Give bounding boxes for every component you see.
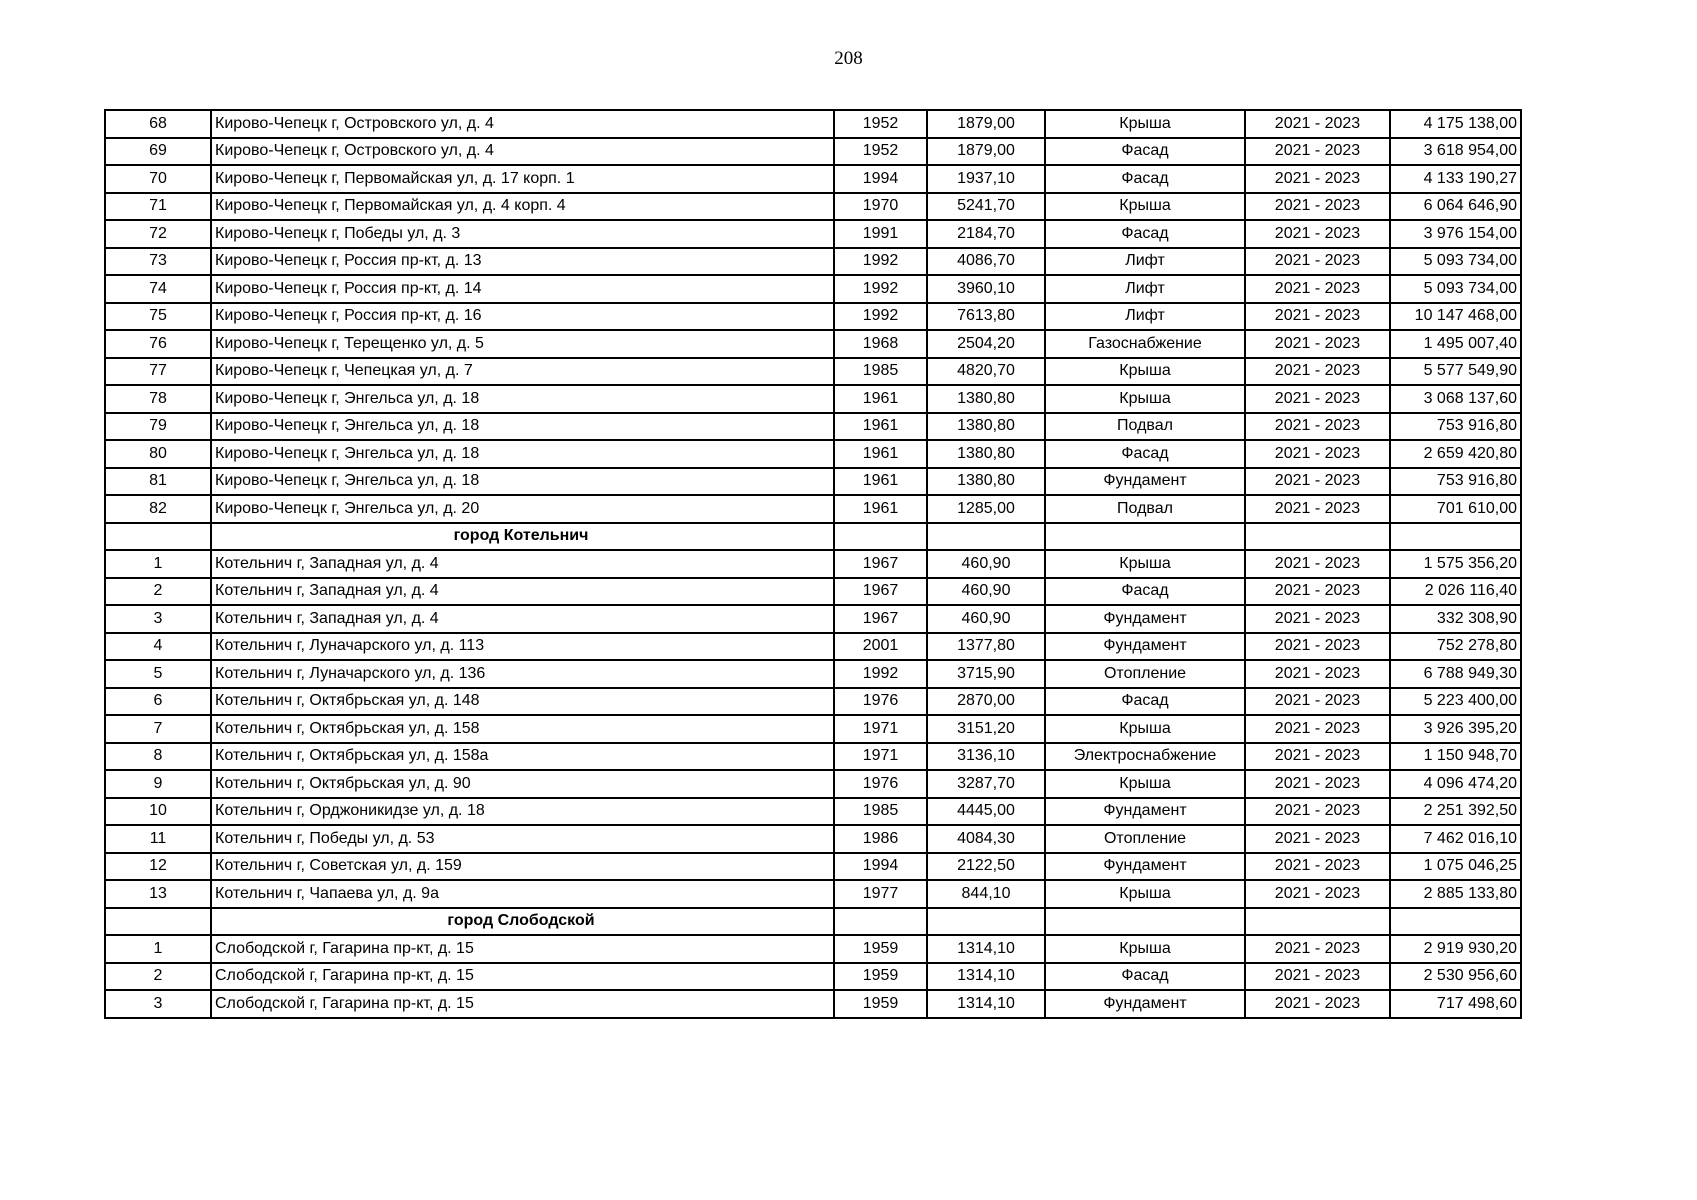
area-cell: 4086,70 [927,248,1045,276]
year-cell: 1971 [834,715,927,743]
year-cell: 1977 [834,880,927,908]
year-cell: 1952 [834,110,927,138]
cost-cell: 753 916,80 [1390,413,1521,441]
row-number: 12 [105,853,211,881]
address-cell: Кирово-Чепецк г, Россия пр-кт, д. 14 [211,275,834,303]
cost-cell: 5 223 400,00 [1390,688,1521,716]
year-cell: 1994 [834,853,927,881]
period-cell: 2021 - 2023 [1245,660,1390,688]
area-cell: 4084,30 [927,825,1045,853]
year-cell: 1992 [834,248,927,276]
table-row [105,110,1521,138]
cost-cell: 2 251 392,50 [1390,798,1521,826]
page-number: 208 [834,48,863,69]
year-cell: 1967 [834,605,927,633]
table-row [105,495,1521,523]
area-cell: 1314,10 [927,963,1045,991]
year-cell: 1961 [834,385,927,413]
row-number: 6 [105,688,211,716]
row-number: 7 [105,715,211,743]
address-cell: Кирово-Чепецк г, Россия пр-кт, д. 16 [211,303,834,331]
year-cell: 1976 [834,688,927,716]
period-cell: 2021 - 2023 [1245,413,1390,441]
period-cell: 2021 - 2023 [1245,990,1390,1018]
row-number: 71 [105,193,211,221]
cost-cell: 332 308,90 [1390,605,1521,633]
cost-cell: 1 495 007,40 [1390,330,1521,358]
area-cell: 1380,80 [927,468,1045,496]
address-cell: Кирово-Чепецк г, Россия пр-кт, д. 13 [211,248,834,276]
address-cell: Слободской г, Гагарина пр-кт, д. 15 [211,963,834,991]
work-type-cell: Фундамент [1045,605,1245,633]
period-cell: 2021 - 2023 [1245,275,1390,303]
empty-cell [834,908,927,936]
year-cell: 1959 [834,935,927,963]
row-number: 68 [105,110,211,138]
work-type-cell: Лифт [1045,303,1245,331]
address-cell: Кирово-Чепецк г, Терещенко ул, д. 5 [211,330,834,358]
year-cell: 1959 [834,990,927,1018]
year-cell: 1967 [834,578,927,606]
period-cell: 2021 - 2023 [1245,853,1390,881]
work-type-cell: Крыша [1045,935,1245,963]
area-cell: 7613,80 [927,303,1045,331]
work-type-cell: Фасад [1045,138,1245,166]
empty-cell [1390,908,1521,936]
area-cell: 1314,10 [927,935,1045,963]
year-cell: 1970 [834,193,927,221]
empty-cell [1045,523,1245,551]
table-row [105,550,1521,578]
work-type-cell: Фасад [1045,688,1245,716]
area-cell: 844,10 [927,880,1045,908]
cost-cell: 753 916,80 [1390,468,1521,496]
table-row [105,605,1521,633]
cost-cell: 2 530 956,60 [1390,963,1521,991]
work-type-cell: Отопление [1045,660,1245,688]
address-cell: Котельнич г, Луначарского ул, д. 136 [211,660,834,688]
table-row [105,880,1521,908]
row-number: 70 [105,165,211,193]
area-cell: 460,90 [927,605,1045,633]
address-cell: Котельнич г, Октябрьская ул, д. 90 [211,770,834,798]
area-cell: 3715,90 [927,660,1045,688]
address-cell: Кирово-Чепецк г, Первомайская ул, д. 17 корп. 1 [211,165,834,193]
period-cell: 2021 - 2023 [1245,578,1390,606]
empty-cell [1245,908,1390,936]
period-cell: 2021 - 2023 [1245,330,1390,358]
cost-cell: 3 976 154,00 [1390,220,1521,248]
cost-cell: 2 026 116,40 [1390,578,1521,606]
address-cell: Слободской г, Гагарина пр-кт, д. 15 [211,990,834,1018]
area-cell: 460,90 [927,550,1045,578]
area-cell: 1937,10 [927,165,1045,193]
area-cell: 3136,10 [927,743,1045,771]
address-cell: Кирово-Чепецк г, Островского ул, д. 4 [211,110,834,138]
table-row [105,220,1521,248]
address-cell: Котельнич г, Луначарского ул, д. 113 [211,633,834,661]
period-cell: 2021 - 2023 [1245,165,1390,193]
work-type-cell: Газоснабжение [1045,330,1245,358]
work-type-cell: Крыша [1045,880,1245,908]
empty-cell [1245,523,1390,551]
row-number: 3 [105,990,211,1018]
cost-cell: 1 075 046,25 [1390,853,1521,881]
cost-cell: 2 659 420,80 [1390,440,1521,468]
period-cell: 2021 - 2023 [1245,715,1390,743]
work-type-cell: Фасад [1045,578,1245,606]
period-cell: 2021 - 2023 [1245,468,1390,496]
cost-cell: 6 064 646,90 [1390,193,1521,221]
year-cell: 1992 [834,275,927,303]
row-number: 2 [105,963,211,991]
period-cell: 2021 - 2023 [1245,935,1390,963]
area-cell: 3960,10 [927,275,1045,303]
area-cell: 3151,20 [927,715,1045,743]
year-cell: 1992 [834,660,927,688]
address-cell: Слободской г, Гагарина пр-кт, д. 15 [211,935,834,963]
period-cell: 2021 - 2023 [1245,193,1390,221]
row-number: 4 [105,633,211,661]
cost-cell: 701 610,00 [1390,495,1521,523]
table-row [105,468,1521,496]
row-number: 73 [105,248,211,276]
work-type-cell: Фундамент [1045,990,1245,1018]
cost-cell: 3 068 137,60 [1390,385,1521,413]
year-cell: 1976 [834,770,927,798]
year-cell: 1968 [834,330,927,358]
empty-cell [1390,523,1521,551]
period-cell: 2021 - 2023 [1245,110,1390,138]
area-cell: 1879,00 [927,138,1045,166]
address-cell: Котельнич г, Чапаева ул, д. 9а [211,880,834,908]
address-cell: Кирово-Чепецк г, Победы ул, д. 3 [211,220,834,248]
address-cell: Котельнич г, Победы ул, д. 53 [211,825,834,853]
period-cell: 2021 - 2023 [1245,880,1390,908]
row-number: 11 [105,825,211,853]
work-type-cell: Крыша [1045,193,1245,221]
area-cell: 1380,80 [927,385,1045,413]
area-cell: 1380,80 [927,413,1045,441]
period-cell: 2021 - 2023 [1245,825,1390,853]
row-number: 79 [105,413,211,441]
cost-cell: 6 788 949,30 [1390,660,1521,688]
table-row [105,688,1521,716]
cost-cell: 4 133 190,27 [1390,165,1521,193]
table-row [105,798,1521,826]
work-type-cell: Подвал [1045,413,1245,441]
address-cell: Котельнич г, Советская ул, д. 159 [211,853,834,881]
cost-cell: 5 093 734,00 [1390,275,1521,303]
work-type-cell: Крыша [1045,770,1245,798]
year-cell: 1985 [834,798,927,826]
row-number: 8 [105,743,211,771]
address-cell: Котельнич г, Октябрьская ул, д. 148 [211,688,834,716]
work-type-cell: Отопление [1045,825,1245,853]
area-cell: 3287,70 [927,770,1045,798]
area-cell: 1285,00 [927,495,1045,523]
address-cell: Кирово-Чепецк г, Островского ул, д. 4 [211,138,834,166]
work-type-cell: Фундамент [1045,633,1245,661]
row-number: 10 [105,798,211,826]
year-cell: 1985 [834,358,927,386]
address-cell: Котельнич г, Западная ул, д. 4 [211,605,834,633]
row-number: 81 [105,468,211,496]
table-row [105,440,1521,468]
row-number: 77 [105,358,211,386]
cost-cell: 717 498,60 [1390,990,1521,1018]
cost-cell: 3 926 395,20 [1390,715,1521,743]
area-cell: 4820,70 [927,358,1045,386]
year-cell: 1994 [834,165,927,193]
period-cell: 2021 - 2023 [1245,303,1390,331]
row-number: 2 [105,578,211,606]
work-type-cell: Фундамент [1045,798,1245,826]
cost-cell: 10 147 468,00 [1390,303,1521,331]
address-cell: Котельнич г, Октябрьская ул, д. 158а [211,743,834,771]
section-title: город Слободской [211,908,834,936]
table-row [105,413,1521,441]
table-body [105,110,1521,1018]
period-cell: 2021 - 2023 [1245,220,1390,248]
empty-cell [927,908,1045,936]
row-number: 9 [105,770,211,798]
address-cell: Кирово-Чепецк г, Энгельса ул, д. 20 [211,495,834,523]
table-row [105,138,1521,166]
address-cell: Кирово-Чепецк г, Чепецкая ул, д. 7 [211,358,834,386]
section-header-row [105,523,1521,551]
address-cell: Котельнич г, Орджоникидзе ул, д. 18 [211,798,834,826]
period-cell: 2021 - 2023 [1245,605,1390,633]
period-cell: 2021 - 2023 [1245,743,1390,771]
area-cell: 460,90 [927,578,1045,606]
cost-cell: 2 919 930,20 [1390,935,1521,963]
row-number: 72 [105,220,211,248]
year-cell: 1961 [834,468,927,496]
row-number: 3 [105,605,211,633]
period-cell: 2021 - 2023 [1245,550,1390,578]
year-cell: 1986 [834,825,927,853]
area-cell: 1879,00 [927,110,1045,138]
cost-cell: 7 462 016,10 [1390,825,1521,853]
row-number: 78 [105,385,211,413]
work-type-cell: Фундамент [1045,468,1245,496]
table-row [105,963,1521,991]
empty-cell [105,523,211,551]
row-number: 74 [105,275,211,303]
table-row [105,853,1521,881]
address-cell: Котельнич г, Западная ул, д. 4 [211,578,834,606]
table-row [105,770,1521,798]
work-type-cell: Крыша [1045,358,1245,386]
work-type-cell: Крыша [1045,715,1245,743]
table-row [105,935,1521,963]
work-type-cell: Фасад [1045,165,1245,193]
row-number: 13 [105,880,211,908]
area-cell: 2504,20 [927,330,1045,358]
address-cell: Кирово-Чепецк г, Первомайская ул, д. 4 корп. 4 [211,193,834,221]
cost-cell: 4 096 474,20 [1390,770,1521,798]
table-row [105,248,1521,276]
work-type-cell: Крыша [1045,550,1245,578]
section-title: город Котельнич [211,523,834,551]
row-number: 5 [105,660,211,688]
work-type-cell: Лифт [1045,248,1245,276]
year-cell: 1971 [834,743,927,771]
table-row [105,825,1521,853]
period-cell: 2021 - 2023 [1245,358,1390,386]
table-row [105,385,1521,413]
work-type-cell: Крыша [1045,110,1245,138]
cost-cell: 752 278,80 [1390,633,1521,661]
cost-cell: 4 175 138,00 [1390,110,1521,138]
table-row [105,990,1521,1018]
area-cell: 1377,80 [927,633,1045,661]
work-type-cell: Фасад [1045,220,1245,248]
period-cell: 2021 - 2023 [1245,963,1390,991]
cost-cell: 1 150 948,70 [1390,743,1521,771]
table-row [105,275,1521,303]
year-cell: 1959 [834,963,927,991]
cost-cell: 3 618 954,00 [1390,138,1521,166]
address-cell: Котельнич г, Октябрьская ул, д. 158 [211,715,834,743]
empty-cell [834,523,927,551]
cost-cell: 5 093 734,00 [1390,248,1521,276]
address-cell: Кирово-Чепецк г, Энгельса ул, д. 18 [211,440,834,468]
period-cell: 2021 - 2023 [1245,440,1390,468]
year-cell: 1961 [834,413,927,441]
period-cell: 2021 - 2023 [1245,495,1390,523]
area-cell: 1314,10 [927,990,1045,1018]
table-row [105,743,1521,771]
work-type-cell: Электроснабжение [1045,743,1245,771]
table-row [105,660,1521,688]
year-cell: 1967 [834,550,927,578]
row-number: 80 [105,440,211,468]
year-cell: 1992 [834,303,927,331]
period-cell: 2021 - 2023 [1245,248,1390,276]
period-cell: 2021 - 2023 [1245,138,1390,166]
area-cell: 4445,00 [927,798,1045,826]
cost-cell: 1 575 356,20 [1390,550,1521,578]
capital-repair-table [104,109,1522,1019]
table-row [105,633,1521,661]
work-type-cell: Фасад [1045,963,1245,991]
empty-cell [927,523,1045,551]
year-cell: 1952 [834,138,927,166]
area-cell: 2184,70 [927,220,1045,248]
period-cell: 2021 - 2023 [1245,633,1390,661]
table-row [105,358,1521,386]
table-row [105,715,1521,743]
year-cell: 1991 [834,220,927,248]
row-number: 82 [105,495,211,523]
work-type-cell: Фундамент [1045,853,1245,881]
empty-cell [105,908,211,936]
row-number: 1 [105,550,211,578]
area-cell: 2870,00 [927,688,1045,716]
period-cell: 2021 - 2023 [1245,770,1390,798]
work-type-cell: Крыша [1045,385,1245,413]
table-row [105,303,1521,331]
row-number: 76 [105,330,211,358]
section-header-row [105,908,1521,936]
row-number: 1 [105,935,211,963]
year-cell: 2001 [834,633,927,661]
period-cell: 2021 - 2023 [1245,688,1390,716]
table-row [105,578,1521,606]
table-row [105,193,1521,221]
address-cell: Котельнич г, Западная ул, д. 4 [211,550,834,578]
table-row [105,165,1521,193]
row-number: 69 [105,138,211,166]
address-cell: Кирово-Чепецк г, Энгельса ул, д. 18 [211,385,834,413]
work-type-cell: Фасад [1045,440,1245,468]
empty-cell [1045,908,1245,936]
row-number: 75 [105,303,211,331]
cost-cell: 2 885 133,80 [1390,880,1521,908]
year-cell: 1961 [834,495,927,523]
address-cell: Кирово-Чепецк г, Энгельса ул, д. 18 [211,413,834,441]
year-cell: 1961 [834,440,927,468]
table-row [105,330,1521,358]
area-cell: 2122,50 [927,853,1045,881]
area-cell: 1380,80 [927,440,1045,468]
cost-cell: 5 577 549,90 [1390,358,1521,386]
address-cell: Кирово-Чепецк г, Энгельса ул, д. 18 [211,468,834,496]
period-cell: 2021 - 2023 [1245,385,1390,413]
period-cell: 2021 - 2023 [1245,798,1390,826]
work-type-cell: Подвал [1045,495,1245,523]
area-cell: 5241,70 [927,193,1045,221]
work-type-cell: Лифт [1045,275,1245,303]
